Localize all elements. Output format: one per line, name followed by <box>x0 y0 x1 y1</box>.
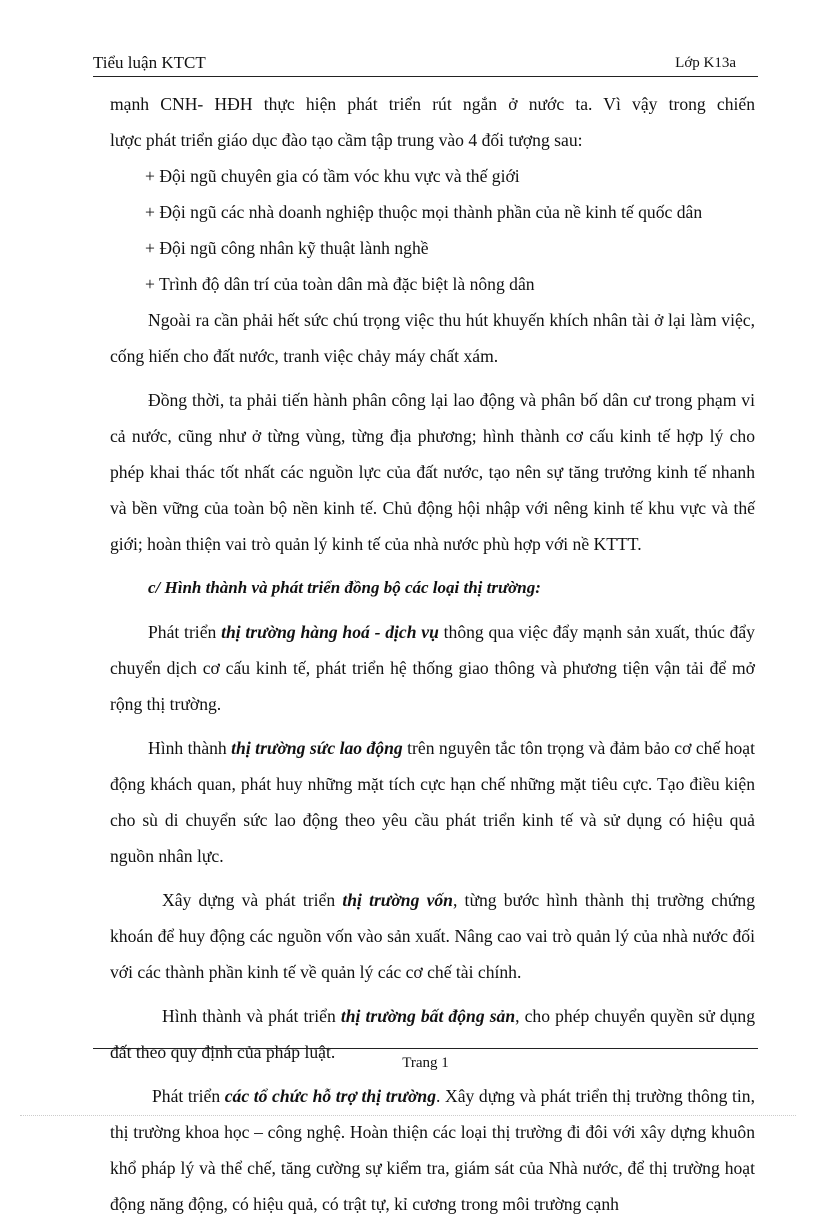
paragraph-text: . Xây dựng và phát triển thị trường thông tin, thị trường khoa học – công nghệ. Hoàn thiện các loại thị trường đi đôi với xây dựng khuôn khổ pháp lý và thể chế, tăng cường sự kiểm tra, giám sát của Nhà nước, để thị trường hoạt động năng động, có hiệu quả, có trật tự, kỉ cương trong môi trường cạnh <box>110 1086 755 1214</box>
paragraph-text: Xây dựng và phát triển <box>162 890 343 910</box>
list-item: + Trình độ dân trí của toàn dân mà đặc biệt là nông dân <box>145 274 535 294</box>
list-item: + Đội ngũ công nhân kỹ thuật lành nghề <box>145 238 429 258</box>
paragraph-text: Hình thành <box>148 738 232 758</box>
paragraph-text: Phát triển <box>152 1086 225 1106</box>
paragraph-text: Phát triển <box>148 622 222 642</box>
paragraph-text: thông qua việc đẩy mạnh sản xuất, thúc đẩy chuyển dịch cơ cấu kinh tế, phát triển hệ thống giao thông và phương tiện vận tải để mở rộng thị trường. <box>110 622 755 714</box>
paragraph <box>110 730 755 874</box>
document-body <box>110 86 755 1222</box>
paragraph: Ngoài ra cần phải hết sức chú trọng việc thu hút khuyến khích nhân tài ở lại làm việc, cống hiến cho đất nước, tranh việc chảy máy chất xám. <box>110 310 755 366</box>
emphasis-term: thị trường hàng hoá - dịch vụ <box>221 622 439 642</box>
paragraph <box>110 1078 755 1222</box>
emphasis-term: thị trường sức lao động <box>231 738 403 758</box>
page-edge-divider <box>20 1115 796 1116</box>
paragraph-line: lược phát triển giáo dục đào tạo cầm tập trung vào 4 đối tượng sau: <box>110 130 583 150</box>
paragraph-text: , cho phép chuyển quyền sử dụng đất theo quy định của pháp luật. <box>110 1006 756 1062</box>
header-divider <box>93 76 758 77</box>
page-number: Trang 1 <box>402 1055 449 1071</box>
paragraph-text: trên nguyên tắc tôn trọng và đảm bảo cơ chế hoạt động khách quan, phát huy những mặt tích cực hạn chế những mặt tiêu cực. Tạo điều kiện cho sù di chuyển sức lao động theo yêu cầu phát triển kinh tế và sử dụng có hiệu quả nguồn nhân lực. <box>110 738 755 866</box>
emphasis-term: thị trường bất động sản <box>340 1006 516 1026</box>
paragraph-text: Hình thành và phát triển <box>162 1006 341 1026</box>
section-heading: c/ Hình thành và phát triển đồng bộ các loại thị trường: <box>148 578 541 597</box>
header-class: Lớp K13a <box>675 55 736 71</box>
paragraph-text: , từng bước hình thành thị trường chứng khoán để huy động các nguồn vốn vào sản xuất. Nâng cao vai trò quản lý của nhà nước đối với các thành phần kinh tế về quản lý các cơ chế tài chính. <box>110 890 755 982</box>
emphasis-term: các tổ chức hỗ trợ thị trường <box>224 1086 436 1106</box>
paragraph: Đồng thời, ta phải tiến hành phân công lại lao động và phân bố dân cư trong phạm vi cả nước, cũng như ở từng vùng, từng địa phương; hình thành cơ cấu kinh tế hợp lý cho phép khai thác tốt nhất các nguồn lực của đất nước, tạo nên sự tăng trưởng kinh tế nhanh và bền vững của toàn bộ nền kinh tế. Chủ động hội nhập với nêng kinh tế khu vực và thế giới; hoàn thiện vai trò quản lý kinh tế của nhà nước phù hợp với nề KTTT. <box>110 390 755 554</box>
header-title: Tiểu luận KTCT <box>93 53 206 72</box>
paragraph <box>110 614 755 722</box>
list-item: + Đội ngũ các nhà doanh nghiệp thuộc mọi thành phần của nề kinh tế quốc dân <box>145 202 703 222</box>
footer-divider <box>93 1048 758 1049</box>
emphasis-term: thị trường vốn <box>342 890 453 910</box>
paragraph-line: mạnh CNH- HĐH thực hiện phát triển rút ngắn ở nước ta. Vì vậy trong chiến <box>110 94 755 114</box>
list-item: + Đội ngũ chuyên gia có tầm vóc khu vực và thế giới <box>145 166 520 186</box>
paragraph <box>110 882 755 990</box>
